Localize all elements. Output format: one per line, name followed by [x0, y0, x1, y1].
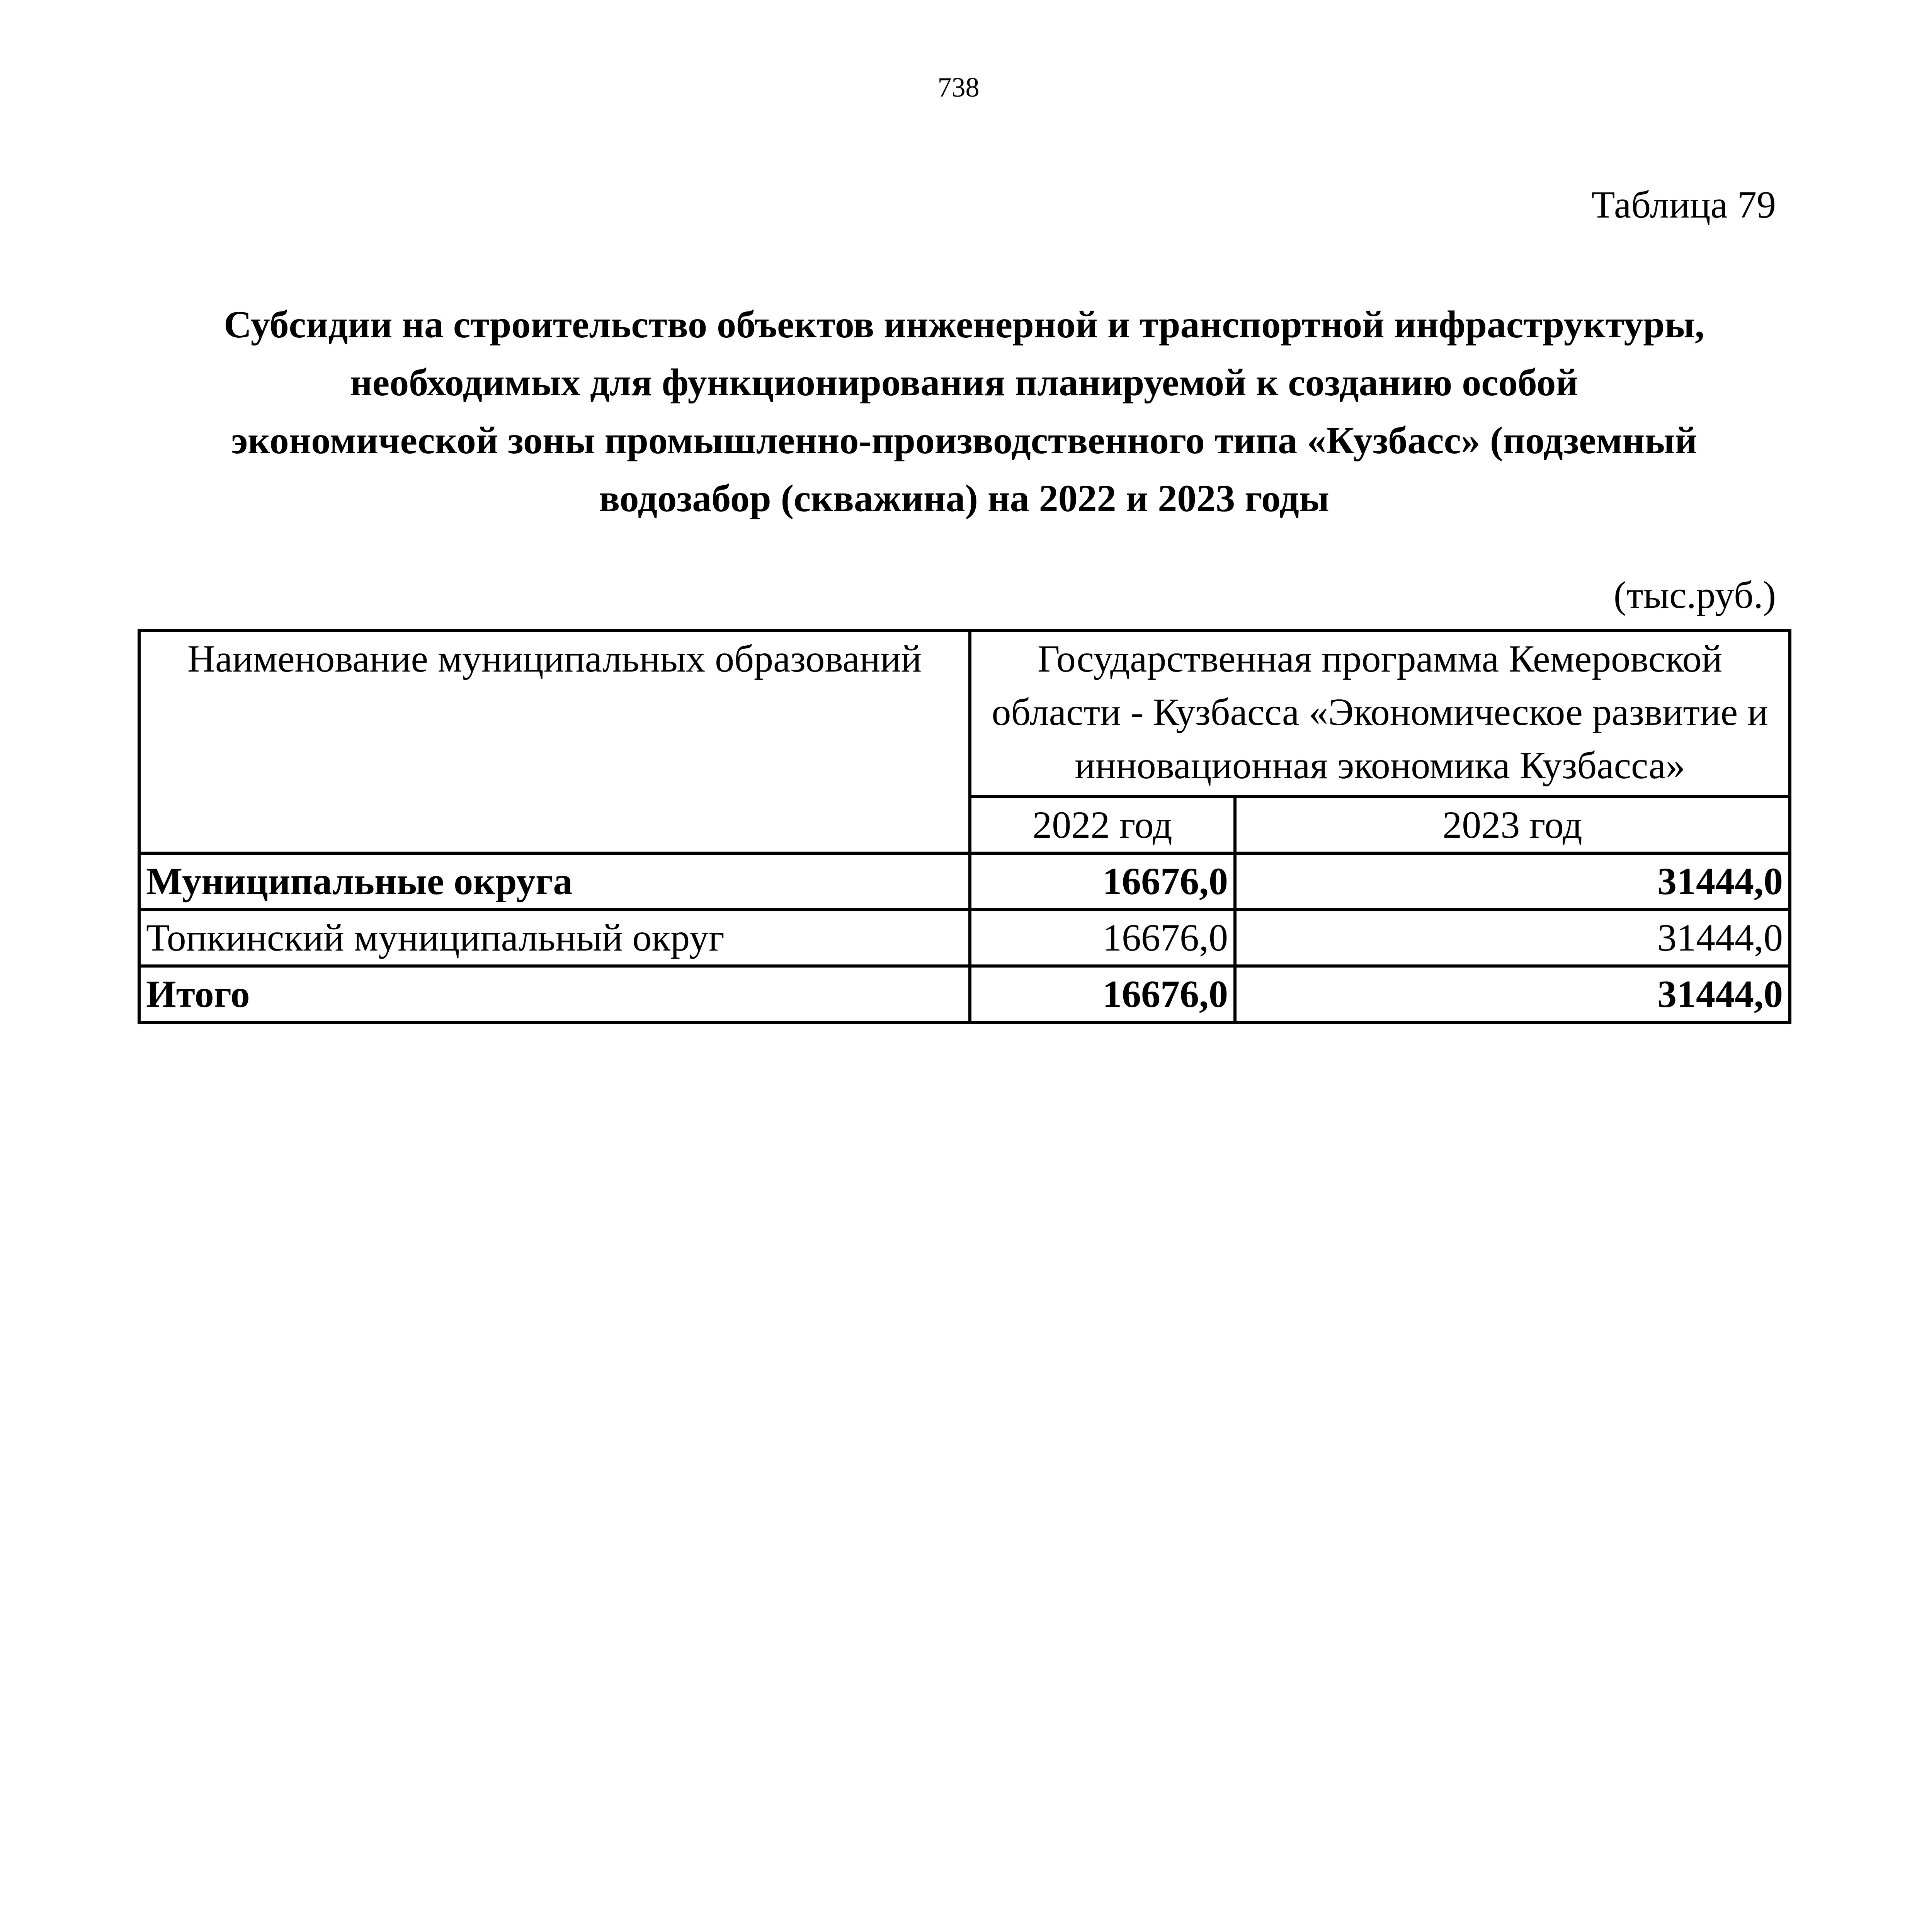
title-line: необходимых для функционирования планируемой к созданию особой — [350, 361, 1578, 404]
row-value-2022: 16676,0 — [970, 853, 1235, 910]
row-value-2023: 31444,0 — [1235, 966, 1790, 1022]
table-number: Таблица 79 — [1591, 183, 1776, 226]
table-row — [139, 853, 1790, 910]
column-header-2023: 2023 год — [1235, 797, 1790, 853]
document-title — [139, 296, 1789, 527]
title-line: экономической зоны промышленно-производственного типа «Кузбасс» (подземный — [231, 419, 1697, 462]
column-header-municipality: Наименование муниципальных образований — [139, 631, 970, 853]
page-number: 738 — [937, 72, 980, 103]
row-name: Муниципальные округа — [139, 853, 970, 910]
row-name: Топкинский муниципальный округ — [139, 910, 970, 966]
row-name: Итого — [139, 966, 970, 1022]
table-header-row — [139, 631, 1790, 797]
column-header-program: Государственная программа Кемеровской области - Кузбасса «Экономическое развитие и инновационная экономика Кузбасса» — [970, 631, 1790, 797]
units-label: (тыс.руб.) — [1613, 573, 1776, 616]
row-value-2023: 31444,0 — [1235, 853, 1790, 910]
table-row-total — [139, 966, 1790, 1022]
row-value-2022: 16676,0 — [970, 910, 1235, 966]
title-line: Субсидии на строительство объектов инженерной и транспортной инфраструктуры, — [224, 303, 1704, 346]
row-value-2022: 16676,0 — [970, 966, 1235, 1022]
subsidy-table — [138, 629, 1791, 1024]
title-line: водозабор (скважина) на 2022 и 2023 годы — [599, 477, 1329, 520]
column-header-2022: 2022 год — [970, 797, 1235, 853]
row-value-2023: 31444,0 — [1235, 910, 1790, 966]
table-row — [139, 910, 1790, 966]
